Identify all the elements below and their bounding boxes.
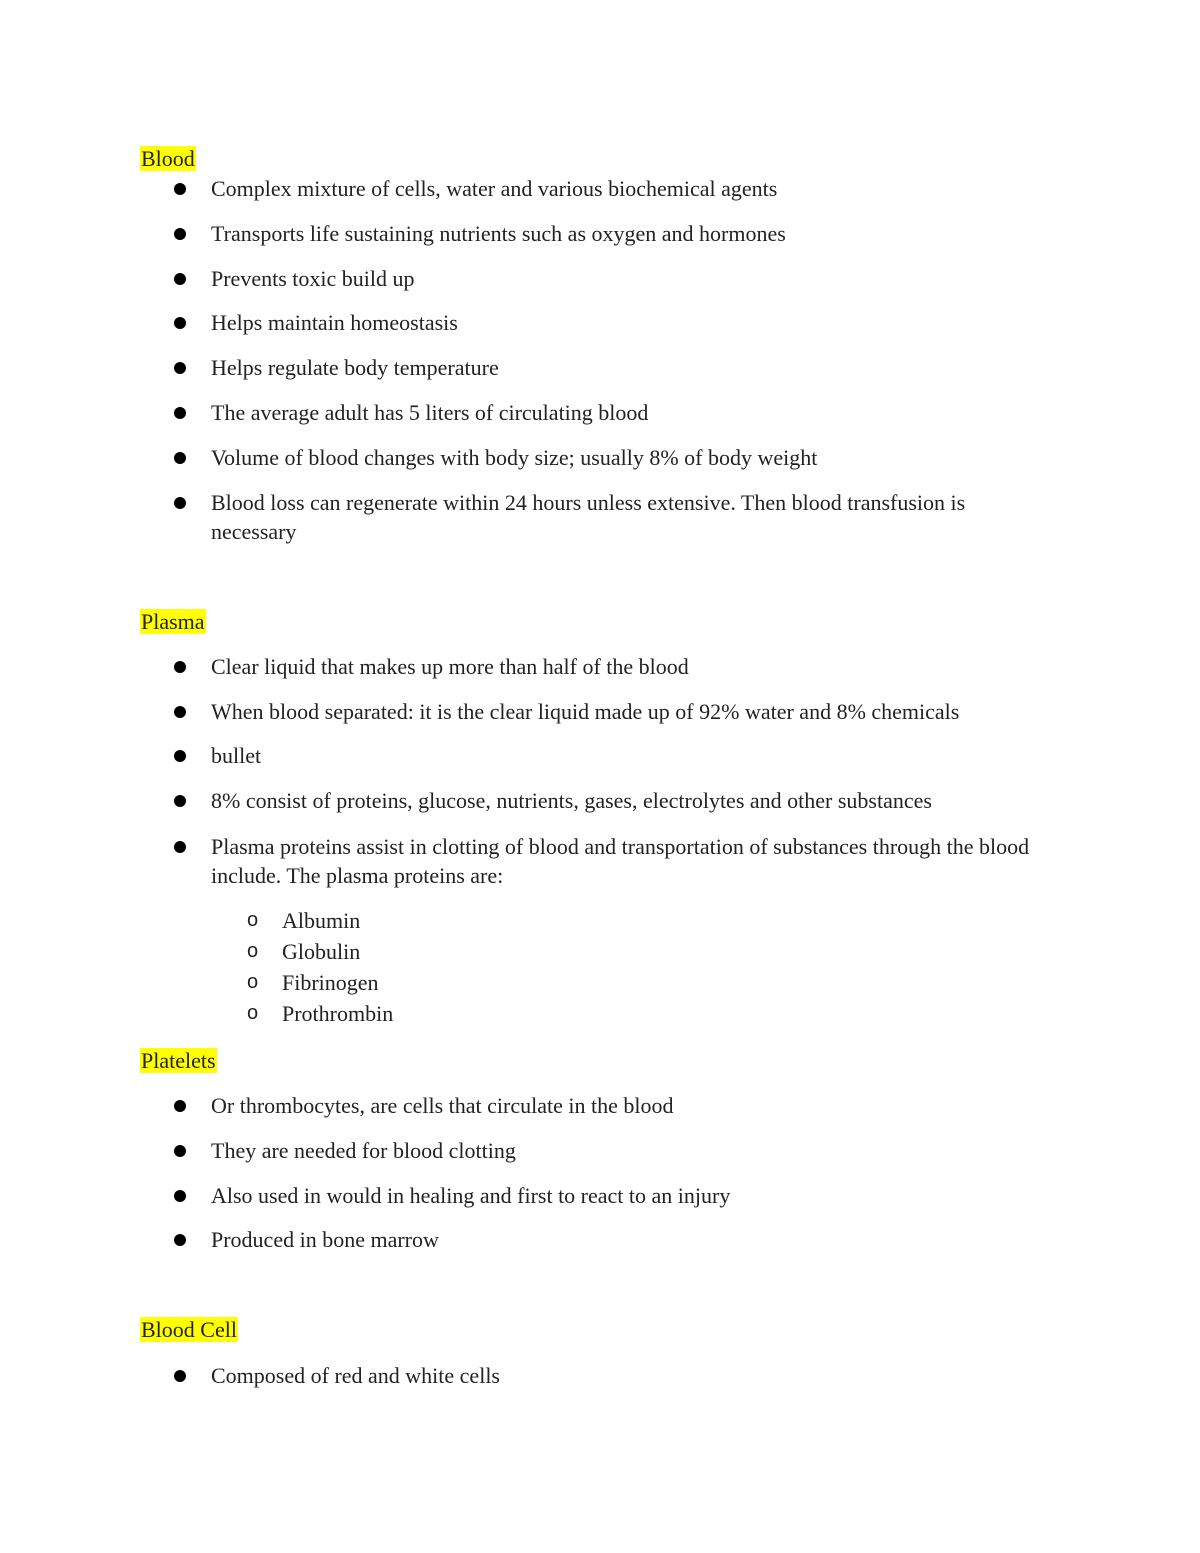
sub-list-item: Fibrinogen xyxy=(282,970,379,995)
section-heading-plasma xyxy=(140,607,206,637)
bullet-icon xyxy=(174,1234,186,1246)
circle-bullet-icon: o xyxy=(247,971,259,993)
sub-list-item: Globulin xyxy=(282,939,361,964)
list-item: Volume of blood changes with body size; usually 8% of body weight xyxy=(211,445,818,470)
bullet-icon xyxy=(174,706,186,718)
bullet-icon xyxy=(174,497,186,509)
bullet-icon xyxy=(174,1145,186,1157)
list-item: 8% consist of proteins, glucose, nutrients, gases, electrolytes and other substances xyxy=(211,788,932,813)
bullet-icon xyxy=(174,795,186,807)
list-item: The average adult has 5 liters of circulating blood xyxy=(211,400,649,425)
bullet-icon xyxy=(174,228,186,240)
heading-highlight: Platelets xyxy=(141,1048,216,1073)
bullet-icon xyxy=(174,407,186,419)
list-item: Helps regulate body temperature xyxy=(211,355,499,380)
circle-bullet-icon: o xyxy=(247,1002,259,1024)
list-item: Plasma proteins assist in clotting of blood and transportation of substances through the blood include. The plasma proteins are: xyxy=(211,834,1030,888)
section-heading-blood xyxy=(140,144,196,174)
bullet-icon xyxy=(174,750,186,762)
list-item: Clear liquid that makes up more than half of the blood xyxy=(211,654,689,679)
bullet-icon xyxy=(174,1190,186,1202)
bullet-icon xyxy=(174,183,186,195)
heading-highlight: Blood xyxy=(141,146,195,171)
sub-list-item: Albumin xyxy=(282,908,361,933)
section-heading-blood-cell xyxy=(140,1315,238,1345)
bullet-icon xyxy=(174,1370,186,1382)
bullet-icon xyxy=(174,273,186,285)
list-item: Produced in bone marrow xyxy=(211,1227,439,1252)
list-item: Or thrombocytes, are cells that circulate in the blood xyxy=(211,1093,674,1118)
list-item: Complex mixture of cells, water and various biochemical agents xyxy=(211,176,778,201)
circle-bullet-icon: o xyxy=(247,940,259,962)
list-item: Helps maintain homeostasis xyxy=(211,310,458,335)
list-item: Transports life sustaining nutrients such as oxygen and hormones xyxy=(211,221,786,246)
bullet-icon xyxy=(174,317,186,329)
sub-list-item: Prothrombin xyxy=(282,1001,394,1026)
section-heading-platelets xyxy=(140,1046,217,1076)
list-item: Prevents toxic build up xyxy=(211,266,415,291)
circle-bullet-icon: o xyxy=(247,909,259,931)
list-item: Also used in would in healing and first to react to an injury xyxy=(211,1183,731,1208)
list-item: They are needed for blood clotting xyxy=(211,1138,516,1163)
bullet-icon xyxy=(174,1100,186,1112)
bullet-icon xyxy=(174,362,186,374)
bullet-icon xyxy=(174,661,186,673)
bullet-icon xyxy=(174,841,186,853)
list-item: bullet xyxy=(211,743,262,768)
list-item: Composed of red and white cells xyxy=(211,1363,500,1388)
list-item: When blood separated: it is the clear liquid made up of 92% water and 8% chemicals xyxy=(211,699,960,724)
heading-highlight: Plasma xyxy=(141,609,205,634)
list-item: Blood loss can regenerate within 24 hours unless extensive. Then blood transfusion is necessary xyxy=(211,490,966,544)
bullet-icon xyxy=(174,452,186,464)
heading-highlight: Blood Cell xyxy=(141,1317,237,1342)
